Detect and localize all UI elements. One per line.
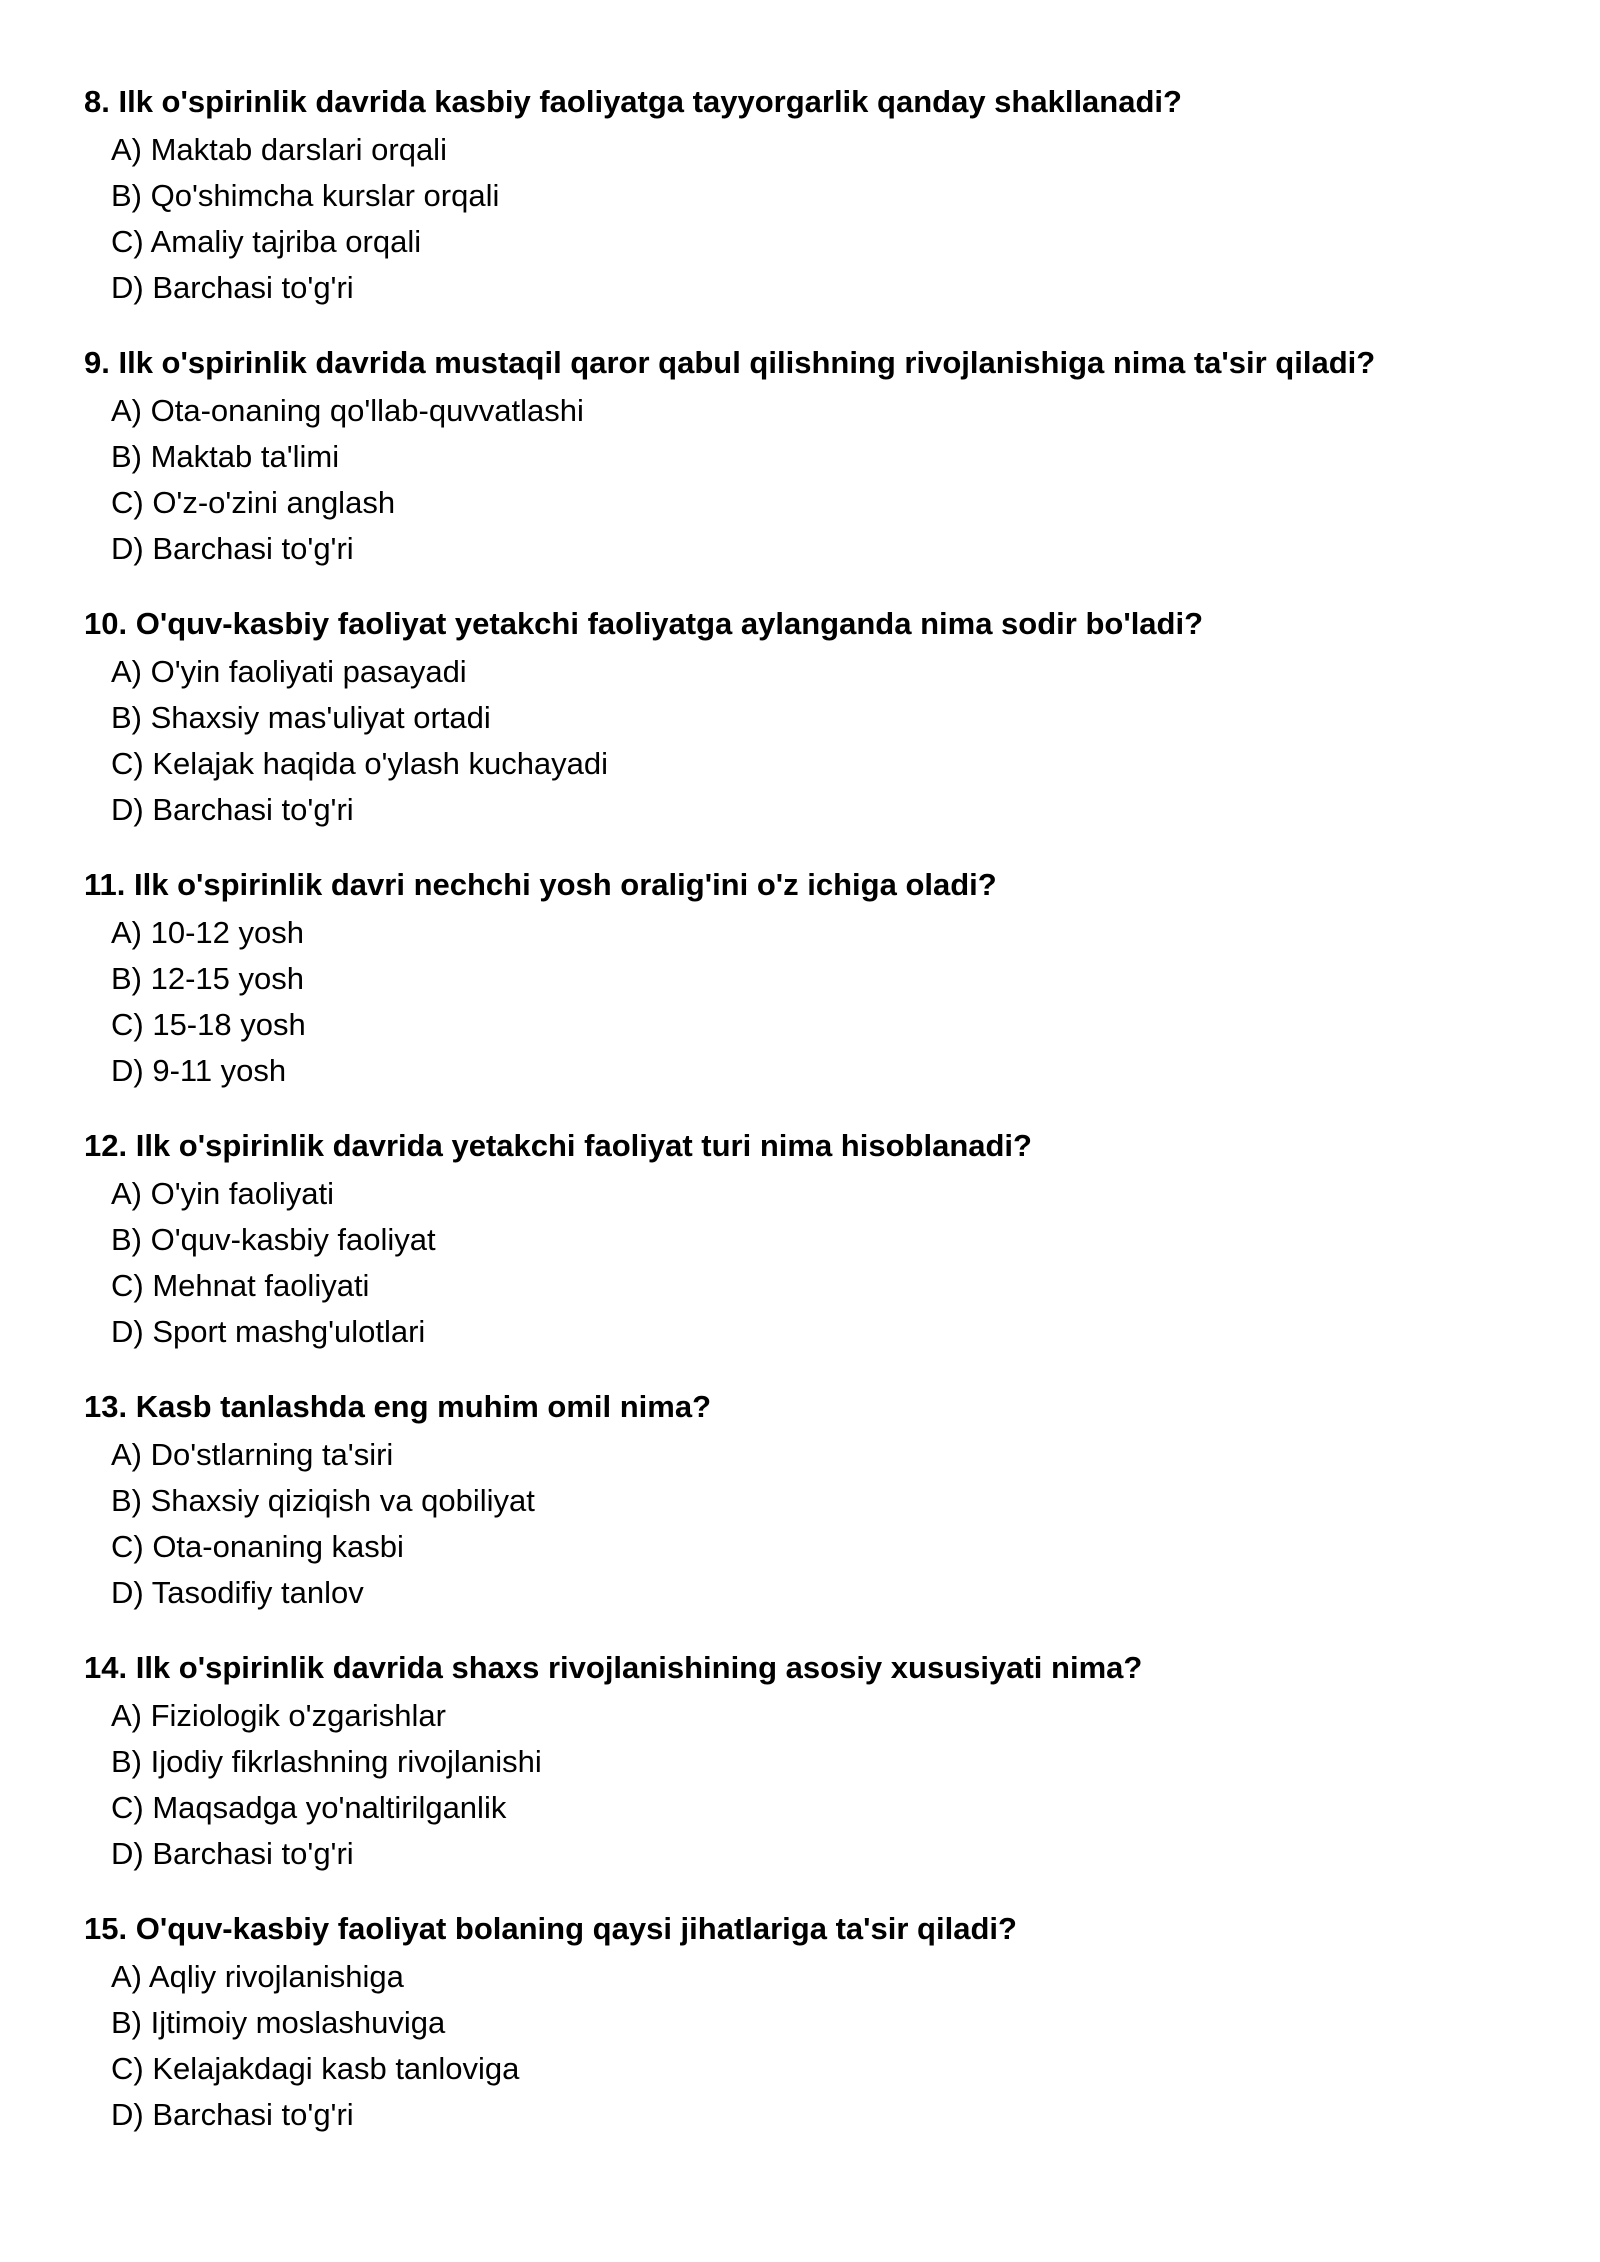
option-b: B) 12-15 yosh (111, 961, 304, 996)
option-b: B) Qo'shimcha kurslar orqali (111, 178, 500, 213)
option-b: B) Shaxsiy qiziqish va qobiliyat (111, 1483, 535, 1518)
answer-options (84, 127, 1524, 311)
option-c: C) Ota-onaning kasbi (111, 1529, 404, 1564)
option-a: A) Do'stlarning ta'siri (111, 1437, 394, 1472)
option-a: A) Ota-onaning qo'llab-quvvatlashi (111, 393, 584, 428)
question-11 (84, 863, 1524, 1094)
answer-options (84, 649, 1524, 833)
option-c: C) 15-18 yosh (111, 1007, 306, 1042)
question-title: 8. Ilk o'spirinlik davrida kasbiy faoliyatga tayyorgarlik qanday shakllanadi? (84, 84, 1182, 119)
option-d: D) Sport mashg'ulotlari (111, 1314, 426, 1349)
option-c: C) Amaliy tajriba orqali (111, 224, 422, 259)
question-14 (84, 1646, 1524, 1877)
option-c: C) Maqsadga yo'naltirilganlik (111, 1790, 507, 1825)
option-b: B) Maktab ta'limi (111, 439, 340, 474)
option-d: D) Barchasi to'g'ri (111, 531, 354, 566)
answer-options (84, 1432, 1524, 1616)
question-15 (84, 1907, 1524, 2138)
option-a: A) Fiziologik o'zgarishlar (111, 1698, 446, 1733)
option-b: B) O'quv-kasbiy faoliyat (111, 1222, 436, 1257)
option-a: A) Aqliy rivojlanishiga (111, 1959, 404, 1994)
option-a: A) Maktab darslari orqali (111, 132, 447, 167)
answer-options (84, 1954, 1524, 2138)
question-12 (84, 1124, 1524, 1355)
document-page (84, 80, 1524, 2168)
question-title: 12. Ilk o'spirinlik davrida yetakchi faoliyat turi nima hisoblanadi? (84, 1128, 1032, 1163)
question-9 (84, 341, 1524, 572)
answer-options (84, 1693, 1524, 1877)
question-title: 15. O'quv-kasbiy faoliyat bolaning qaysi jihatlariga ta'sir qiladi? (84, 1911, 1017, 1946)
option-a: A) 10-12 yosh (111, 915, 304, 950)
question-title: 10. O'quv-kasbiy faoliyat yetakchi faoliyatga aylanganda nima sodir bo'ladi? (84, 606, 1204, 641)
option-c: C) Kelajak haqida o'ylash kuchayadi (111, 746, 609, 781)
answer-options (84, 388, 1524, 572)
question-title: 13. Kasb tanlashda eng muhim omil nima? (84, 1389, 712, 1424)
option-d: D) Barchasi to'g'ri (111, 1836, 354, 1871)
option-b: B) Ijtimoiy moslashuviga (111, 2005, 446, 2040)
question-title: 9. Ilk o'spirinlik davrida mustaqil qaror qabul qilishning rivojlanishiga nima ta'sir qiladi? (84, 345, 1376, 380)
question-title: 14. Ilk o'spirinlik davrida shaxs rivojlanishining asosiy xususiyati nima? (84, 1650, 1143, 1685)
question-title: 11. Ilk o'spirinlik davri nechchi yosh oralig'ini o'z ichiga oladi? (84, 867, 997, 902)
option-b: B) Shaxsiy mas'uliyat ortadi (111, 700, 491, 735)
option-a: A) O'yin faoliyati (111, 1176, 334, 1211)
question-10 (84, 602, 1524, 833)
option-b: B) Ijodiy fikrlashning rivojlanishi (111, 1744, 542, 1779)
answer-options (84, 1171, 1524, 1355)
answer-options (84, 910, 1524, 1094)
option-c: C) O'z-o'zini anglash (111, 485, 396, 520)
question-13 (84, 1385, 1524, 1616)
option-d: D) Barchasi to'g'ri (111, 2097, 354, 2132)
option-a: A) O'yin faoliyati pasayadi (111, 654, 467, 689)
option-d: D) 9-11 yosh (111, 1053, 287, 1088)
option-c: C) Mehnat faoliyati (111, 1268, 370, 1303)
option-d: D) Barchasi to'g'ri (111, 792, 354, 827)
option-d: D) Barchasi to'g'ri (111, 270, 354, 305)
option-c: C) Kelajakdagi kasb tanloviga (111, 2051, 520, 2086)
question-8 (84, 80, 1524, 311)
option-d: D) Tasodifiy tanlov (111, 1575, 364, 1610)
